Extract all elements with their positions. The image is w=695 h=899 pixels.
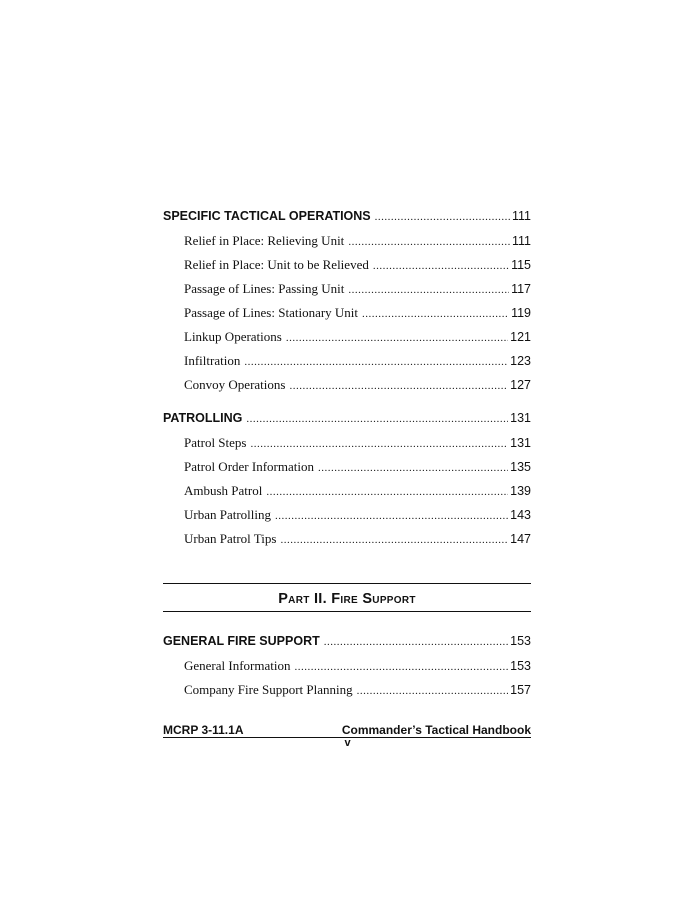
part-title-top-rule (163, 583, 531, 584)
toc-page-number: 111 (511, 234, 531, 248)
toc-entry[interactable] (184, 507, 531, 525)
toc-section-heading[interactable] (163, 209, 531, 227)
toc-entry[interactable] (184, 329, 531, 347)
toc-entry[interactable] (184, 658, 531, 676)
dot-leader (280, 534, 508, 546)
toc-section-heading[interactable] (163, 411, 531, 429)
part-title-bottom-rule (163, 611, 531, 612)
toc-entry-label: Relief in Place: Unit to be Relieved (184, 257, 369, 272)
dot-leader (244, 356, 508, 368)
page-number: v (344, 737, 351, 749)
toc-entry[interactable] (184, 682, 531, 700)
dot-leader (246, 413, 508, 425)
toc-entry-label: Passage of Lines: Stationary Unit (184, 305, 359, 320)
toc-entry-label: General Information (184, 658, 291, 673)
toc-page-number: 147 (510, 532, 531, 546)
toc-entry[interactable] (184, 257, 531, 275)
toc-page-number: 143 (510, 508, 531, 522)
dot-leader (286, 332, 508, 344)
toc-page-number: 121 (510, 330, 531, 344)
toc-page-number: 131 (510, 436, 531, 450)
toc-page-number: 157 (510, 683, 531, 697)
dot-leader (348, 236, 510, 248)
toc-section-title: PATROLLING (163, 411, 243, 425)
toc-entry-label: Linkup Operations (184, 329, 282, 344)
footer-publication-id: MCRP 3-11.1A (163, 723, 244, 737)
dot-leader (324, 636, 508, 648)
toc-entry-label: Patrol Steps (184, 435, 247, 450)
toc-entry[interactable] (184, 531, 531, 549)
toc-section-heading[interactable] (163, 634, 531, 652)
dot-leader (289, 380, 508, 392)
dot-leader (348, 284, 509, 296)
toc-entry[interactable] (184, 305, 531, 323)
toc-entry-label: Patrol Order Information (184, 459, 314, 474)
toc-entry[interactable] (184, 435, 531, 453)
toc-section-title: SPECIFIC TACTICAL OPERATIONS (163, 209, 371, 223)
toc-entry[interactable] (184, 459, 531, 477)
toc-entry-label: Urban Patrolling (184, 507, 272, 522)
toc-entry[interactable] (184, 281, 531, 299)
toc-page-number: 153 (510, 634, 531, 648)
dot-leader (357, 685, 509, 697)
toc-entry-label: Passage of Lines: Passing Unit (184, 281, 345, 296)
toc-entry-label: Company Fire Support Planning (184, 682, 353, 697)
toc-page-number: 111 (511, 209, 531, 223)
toc-page-number: 115 (511, 258, 531, 272)
toc-entry[interactable] (184, 483, 531, 501)
toc-entry[interactable] (184, 233, 531, 251)
part-title: Part II. Fire Support (278, 591, 416, 607)
toc-page-number: 119 (511, 306, 531, 320)
toc-entry-label: Urban Patrol Tips (184, 531, 277, 546)
dot-leader (266, 486, 508, 498)
toc-page-number: 117 (511, 282, 531, 296)
toc-entry-label: Relief in Place: Relieving Unit (184, 233, 345, 248)
dot-leader (294, 661, 508, 673)
footer-publication-title: Commander’s Tactical Handbook (341, 723, 531, 737)
toc-page-number: 123 (510, 354, 531, 368)
toc-entry-label: Infiltration (184, 353, 241, 368)
toc-entry-label: Convoy Operations (184, 377, 286, 392)
toc-section-title: GENERAL FIRE SUPPORT (163, 634, 320, 648)
toc-page-number: 135 (510, 460, 531, 474)
dot-leader (362, 308, 509, 320)
dot-leader (373, 260, 509, 272)
toc-page-number: 153 (510, 659, 531, 673)
dot-leader (275, 510, 508, 522)
toc-entry-label: Ambush Patrol (184, 483, 263, 498)
dot-leader (318, 462, 508, 474)
toc-page-number: 131 (510, 411, 531, 425)
toc-entry[interactable] (184, 353, 531, 371)
toc-page-number: 139 (510, 484, 531, 498)
toc-entry[interactable] (184, 377, 531, 395)
toc-page-number: 127 (510, 378, 531, 392)
dot-leader (250, 438, 508, 450)
dot-leader (375, 211, 510, 223)
